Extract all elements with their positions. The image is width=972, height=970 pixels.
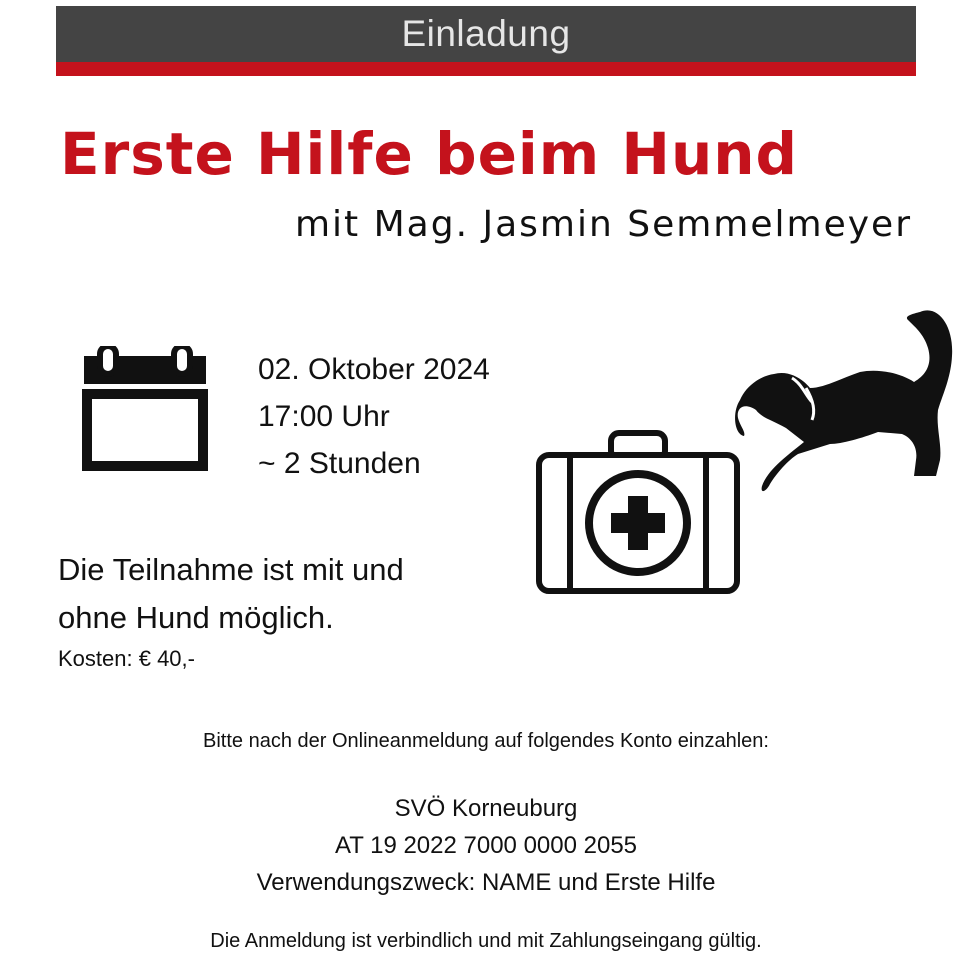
event-title: Erste Hilfe beim Hund [60,120,799,188]
participation-line-1: Die Teilnahme ist mit und [58,552,404,587]
participation-note [58,546,404,642]
calendar-icon [82,346,208,472]
cost-label: Kosten: € 40,- [58,646,195,671]
event-date: 02. Oktober 2024 [258,353,490,386]
event-duration: ~ 2 Stunden [258,447,421,480]
first-aid-kit-icon [536,430,740,594]
event-details [258,346,490,487]
event-subtitle: mit Mag. Jasmin Semmelmeyer [294,204,912,245]
account-iban: AT 19 2022 7000 0000 2055 [334,832,638,859]
event-time: 17:00 Uhr [258,400,390,433]
header-bar [56,6,916,62]
header-title: Einladung [401,13,571,54]
account-details [0,790,972,901]
payment-reference: Verwendungszweck: NAME und Erste Hilfe [256,869,716,896]
payment-intro: Bitte nach der Onlineanmeldung auf folgendes Konto einzahlen: [203,730,769,752]
dog-icon [732,304,956,498]
registration-notice: Die Anmeldung ist verbindlich und mit Zahlungseingang gültig. [210,930,762,952]
account-recipient: SVÖ Korneuburg [394,795,578,822]
header-accent-stripe [56,62,916,76]
participation-line-2: ohne Hund möglich. [58,600,334,635]
